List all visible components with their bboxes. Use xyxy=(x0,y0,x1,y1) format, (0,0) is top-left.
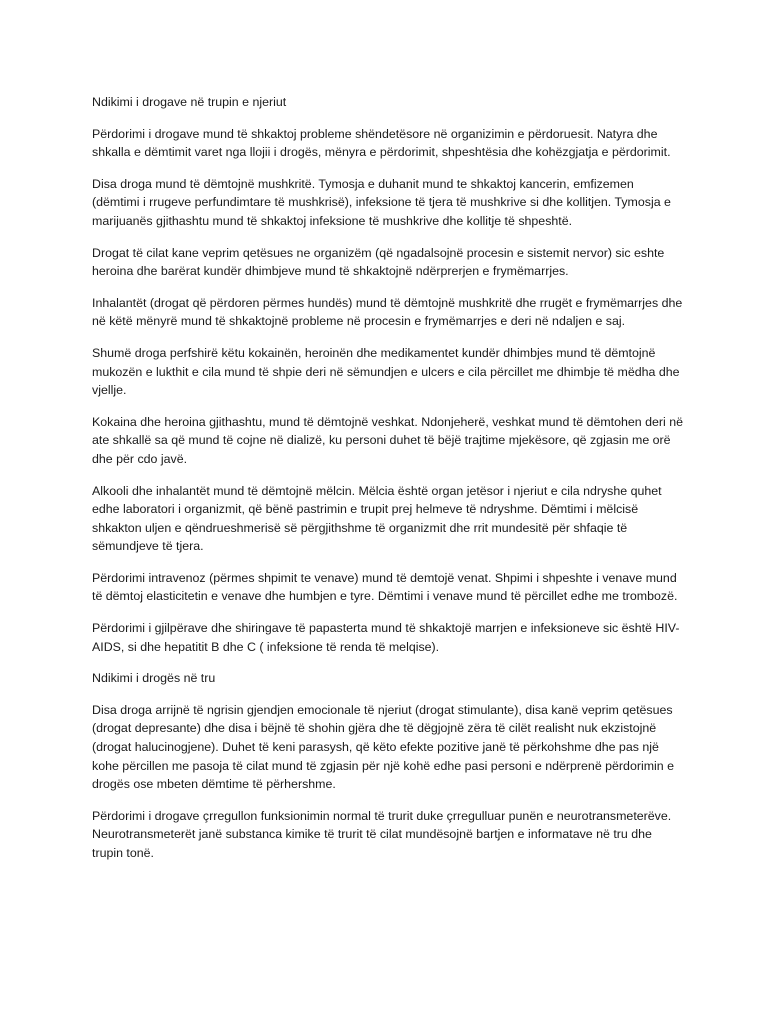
paragraph: Përdorimi intravenoz (përmes shpimit te venave) mund të demtojë venat. Shpimi i shpeshte i venave mund të dëmtoj elasticitetin e venave dhe humbjen e tyre. Dëmtimi i venave mund të përcillet edhe me trombozë. xyxy=(92,570,678,604)
paragraph: Drogat të cilat kane veprim qetësues ne organizëm (që ngadalsojnë procesin e sistemit nervor) sic eshte heroina dhe barërat kundër dhimbjeve mund të shkaktojnë ndërprerjen e frymëmarrjes. xyxy=(92,245,665,279)
paragraph: Përdorimi i gjilpërave dhe shiringave të papasterta mund të shkaktojë marrjen e infeksioneve sic është HIV-AIDS, si dhe hepatitit B dhe C ( infeksione të renda të melqise). xyxy=(92,621,680,654)
paragraph: Kokaina dhe heroina gjithashtu, mund të dëmtojnë veshkat. Ndonjeherë, veshkat mund të dëmtohen deri në ate shkallë sa që mund të cojne në dializë, ku personi duhet të bëjë trajtime mjekësore, që zgjasin me orë dhe për cdo javë. xyxy=(92,414,683,466)
paragraph: Disa droga mund të dëmtojnë mushkritë. Tymosja e duhanit mund te shkaktoj kancerin, emfizemen (dëmtimi i rrugeve perfundimtare të mushkrisë), infeksione të tjera të mushkrive si dhe kollitjen. Tymosja e marijuanës gjithashtu mund të shkaktoj infeksione të mushkrive dhe kollitje të shpeshtë. xyxy=(92,176,671,228)
section-title: Ndikimi i drogave në trupin e njeriut xyxy=(92,95,287,109)
paragraph: Shumë droga perfshirë këtu kokainën, heroinën dhe medikamentet kundër dhimbjes mund të dëmtojnë mukozën e lukthit e cila mund të shpie deri në sëmundjen e ulcers e cila përcillet me dhimbje të mëdha dhe vjellje. xyxy=(92,345,680,398)
paragraph: Disa droga arrijnë të ngrisin gjendjen emocionale të njeriut (drogat stimulante), disa kanë veprim qetësues (drogat depresante) dhe disa i bëjnë të shohin gjëra dhe të dëgjojnë zëra të cilët realisht nuk ekzistojnë (drogat halucinogjene). Duhet të keni parasysh, që këto efekte pozitive janë të përkohshme dhe pas një kohe përcillen me pasoja të cilat mund të zgjasin për një kohë edhe pasi personi e ndërprenë përdorimin e drogës ose mbeten dëmtime të përhershme. xyxy=(92,702,675,792)
paragraph: Inhalantët (drogat që përdoren përmes hundës) mund të dëmtojnë mushkritë dhe rrugët e frymëmarrjes dhe në këtë mënyrë mund të shkaktojnë probleme në procesin e frymëmarrjes e deri në ndaljen e saj. xyxy=(92,295,683,329)
paragraph: Përdorimi i drogave mund të shkaktoj probleme shëndetësore në organizimin e përdoruesit. Natyra dhe shkalla e dëmtimit varet nga llojii i drogës, mënyra e përdorimit, shpeshtësia dhe kohëzgjatja e përdorimit. xyxy=(92,126,671,160)
section-title: Ndikimi i drogës në tru xyxy=(92,671,216,686)
paragraph: Përdorimi i drogave çrregullon funksionimin normal të trurit duke çrregulluar punën e neurotransmeterëve. Neurotransmeterët janë substanca kimike të trurit të cilat mundësojnë bartjen e informatave në tru dhe trupin tonë. xyxy=(92,808,672,860)
paragraph: Alkooli dhe inhalantët mund të dëmtojnë mëlcin. Mëlcia është organ jetësor i njeriut e cila ndryshe quhet edhe laboratori i organizmit, që bënë pastrimin e trupit prej helmeve të ndryshme. Dëmtimi i mëlcisë shkakton uljen e qëndrueshmerisë së përgjithshme të organizmit dhe rrit mundesitë për shfaqie të sëmundjeve të tjera. xyxy=(92,483,662,554)
document-page xyxy=(92,93,684,876)
